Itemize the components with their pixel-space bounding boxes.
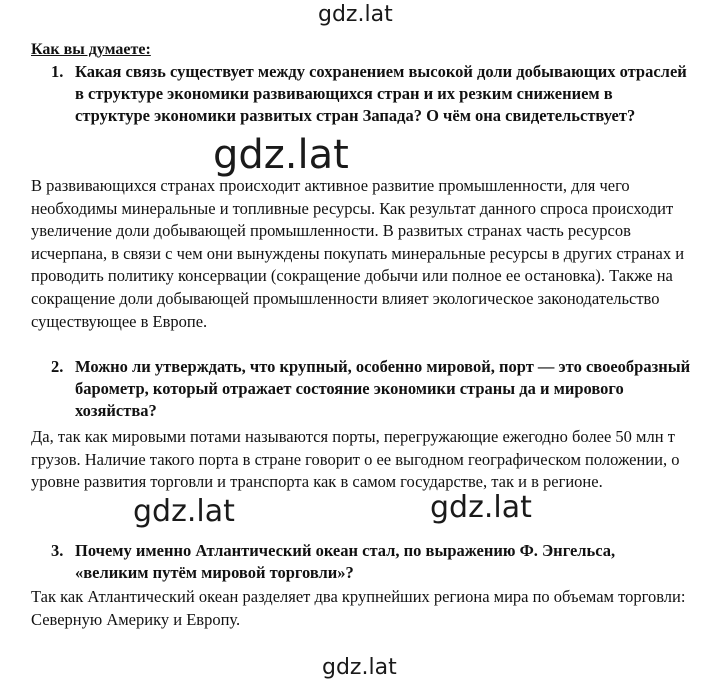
question-1 — [51, 61, 691, 127]
question-3-text: Почему именно Атлантический океан стал, по выражению Ф. Энгельса, «великим путём мировой торговли»? — [75, 541, 616, 582]
watermark-bottom: gdz.lat — [322, 655, 397, 680]
question-2-text: Можно ли утверждать, что крупный, особенно мировой, порт — это своеобразный барометр, который отражает состояние экономики страны да и мирового хозяйства? — [75, 357, 691, 420]
watermark-top: gdz.lat — [318, 2, 393, 27]
answer-1: В развивающихся странах происходит активное развитие промышленности, для чего необходимы минеральные и топливные ресурсы. Как результат данного спроса происходит увеличение доли добывающей промышленности. В развитых странах часть ресурсов исчерпана, в связи с чем они вынуждены покупать минеральные ресурсы в других странах и проводить политику консервации (сокращение добычи или полное ее остановка). Также на сокращение доли добывающей промышленности влияет экологическое законодательство существующее в Европе. — [31, 176, 685, 331]
question-1-number: 1. — [51, 62, 64, 81]
question-1-text: Какая связь существует между сохранением высокой доли добывающих отраслей в структуре экономики развивающихся стран и их резким снижением в структуре экономики развитых стран Запада? О чём она свидетельствует? — [75, 62, 687, 125]
answer-3: Так как Атлантический океан разделяет два крупнейших региона мира по объемам торговли: Северную Америку и Европу. — [31, 587, 686, 629]
question-2-number: 2. — [51, 357, 64, 376]
answer-2: Да, так как мировыми потами называются порты, перегружающие ежегодно более 50 млн т грузов. Наличие такого порта в стране говорит о ее выгодном географическом положении, о уровне развития торговли и транспорта как в самом государстве, так и в регионе. — [31, 427, 680, 492]
question-3-number: 3. — [51, 541, 64, 560]
watermark-right: gdz.lat — [430, 490, 532, 525]
question-2 — [51, 356, 691, 422]
watermark-left: gdz.lat — [133, 494, 235, 529]
question-3 — [51, 540, 691, 584]
section-heading: Как вы думаете: — [31, 41, 151, 58]
watermark-middle: gdz.lat — [213, 132, 349, 178]
